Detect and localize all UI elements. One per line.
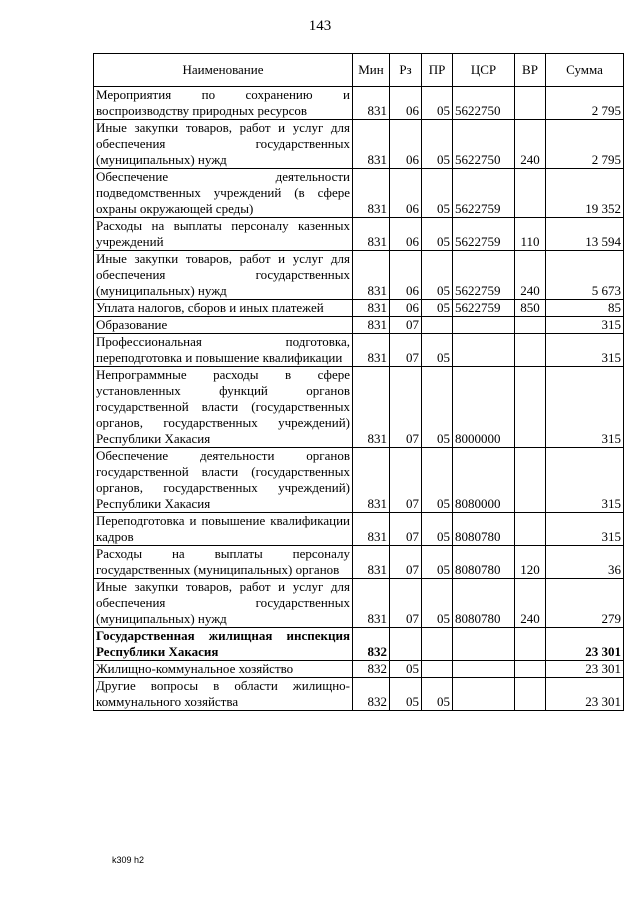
row-csr-cell: 8000000: [453, 367, 515, 448]
row-vr-cell: 850: [515, 300, 546, 317]
table-row: [94, 661, 624, 678]
row-pr-cell: [422, 317, 453, 334]
row-rz-cell: 06: [390, 87, 422, 120]
row-pr-cell: 05: [422, 334, 453, 367]
header-vr: ВР: [515, 54, 546, 87]
table-header-row: [94, 54, 624, 87]
footer-code: k309 h2: [112, 855, 145, 865]
row-vr-cell: 120: [515, 546, 546, 579]
row-vr-cell: [515, 448, 546, 513]
row-min-cell: 831: [353, 513, 390, 546]
row-csr-cell: 8080780: [453, 579, 515, 628]
row-pr-cell: 05: [422, 678, 453, 711]
row-csr-cell: 5622759: [453, 218, 515, 251]
row-sum-cell: 315: [546, 513, 624, 546]
row-min-cell: 831: [353, 546, 390, 579]
table-body: [94, 87, 624, 711]
row-csr-cell: 5622759: [453, 300, 515, 317]
row-csr-cell: [453, 334, 515, 367]
table-row: [94, 120, 624, 169]
row-pr-cell: [422, 628, 453, 661]
row-sum-cell: 279: [546, 579, 624, 628]
row-min-cell: 832: [353, 628, 390, 661]
row-rz-cell: 07: [390, 579, 422, 628]
row-sum-cell: 5 673: [546, 251, 624, 300]
row-min-cell: 832: [353, 678, 390, 711]
row-sum-cell: 19 352: [546, 169, 624, 218]
table-row: [94, 579, 624, 628]
row-name-cell: Расходы на выплаты персоналу казенных учреждений: [94, 218, 353, 251]
row-min-cell: 831: [353, 87, 390, 120]
row-name-cell: Государственная жилищная инспекция Республики Хакасия: [94, 628, 353, 661]
row-sum-cell: 13 594: [546, 218, 624, 251]
row-sum-cell: 2 795: [546, 120, 624, 169]
row-name-cell: Другие вопросы в области жилищно-коммунального хозяйства: [94, 678, 353, 711]
row-min-cell: 831: [353, 334, 390, 367]
row-min-cell: 831: [353, 120, 390, 169]
row-min-cell: 831: [353, 367, 390, 448]
row-sum-cell: 36: [546, 546, 624, 579]
header-pr: ПР: [422, 54, 453, 87]
row-sum-cell: 315: [546, 317, 624, 334]
row-pr-cell: 05: [422, 367, 453, 448]
row-pr-cell: 05: [422, 87, 453, 120]
row-min-cell: 831: [353, 579, 390, 628]
row-csr-cell: 5622759: [453, 251, 515, 300]
row-vr-cell: 240: [515, 120, 546, 169]
row-rz-cell: 07: [390, 513, 422, 546]
row-min-cell: 831: [353, 169, 390, 218]
row-sum-cell: 315: [546, 448, 624, 513]
row-rz-cell: [390, 628, 422, 661]
row-csr-cell: 5622750: [453, 120, 515, 169]
table-row: [94, 317, 624, 334]
row-min-cell: 831: [353, 317, 390, 334]
table-row: [94, 513, 624, 546]
row-csr-cell: 5622750: [453, 87, 515, 120]
row-pr-cell: 05: [422, 448, 453, 513]
row-min-cell: 831: [353, 448, 390, 513]
table-row: [94, 169, 624, 218]
row-pr-cell: 05: [422, 300, 453, 317]
table-row: [94, 448, 624, 513]
row-name-cell: Мероприятия по сохранению и воспроизводству природных ресурсов: [94, 87, 353, 120]
row-csr-cell: [453, 678, 515, 711]
row-pr-cell: 05: [422, 218, 453, 251]
row-sum-cell: 23 301: [546, 678, 624, 711]
row-vr-cell: [515, 513, 546, 546]
row-pr-cell: 05: [422, 546, 453, 579]
row-vr-cell: [515, 317, 546, 334]
row-name-cell: Уплата налогов, сборов и иных платежей: [94, 300, 353, 317]
row-pr-cell: 05: [422, 251, 453, 300]
table-row: [94, 628, 624, 661]
budget-table: [93, 53, 624, 711]
table-row: [94, 367, 624, 448]
row-name-cell: Расходы на выплаты персоналу государственных (муниципальных) органов: [94, 546, 353, 579]
row-rz-cell: 07: [390, 334, 422, 367]
row-rz-cell: 06: [390, 251, 422, 300]
row-min-cell: 832: [353, 661, 390, 678]
row-csr-cell: [453, 661, 515, 678]
row-name-cell: Иные закупки товаров, работ и услуг для обеспечения государственных (муниципальных) нужд: [94, 120, 353, 169]
row-pr-cell: 05: [422, 579, 453, 628]
row-rz-cell: 06: [390, 218, 422, 251]
row-pr-cell: [422, 661, 453, 678]
row-rz-cell: 06: [390, 169, 422, 218]
row-min-cell: 831: [353, 300, 390, 317]
row-rz-cell: 06: [390, 120, 422, 169]
row-csr-cell: 5622759: [453, 169, 515, 218]
header-min: Мин: [353, 54, 390, 87]
row-min-cell: 831: [353, 251, 390, 300]
header-sum: Сумма: [546, 54, 624, 87]
row-vr-cell: [515, 169, 546, 218]
row-sum-cell: 315: [546, 367, 624, 448]
row-pr-cell: 05: [422, 169, 453, 218]
row-sum-cell: 23 301: [546, 661, 624, 678]
table-row: [94, 218, 624, 251]
row-rz-cell: 07: [390, 448, 422, 513]
header-rz: Рз: [390, 54, 422, 87]
row-vr-cell: 240: [515, 251, 546, 300]
row-vr-cell: [515, 87, 546, 120]
row-name-cell: Переподготовка и повышение квалификации кадров: [94, 513, 353, 546]
row-pr-cell: 05: [422, 120, 453, 169]
row-vr-cell: 240: [515, 579, 546, 628]
row-rz-cell: 07: [390, 367, 422, 448]
row-min-cell: 831: [353, 218, 390, 251]
table-row: [94, 678, 624, 711]
row-sum-cell: 85: [546, 300, 624, 317]
row-vr-cell: [515, 678, 546, 711]
row-vr-cell: [515, 334, 546, 367]
row-vr-cell: 110: [515, 218, 546, 251]
row-rz-cell: 07: [390, 317, 422, 334]
row-vr-cell: [515, 367, 546, 448]
row-name-cell: Обеспечение деятельности органов государственной власти (государственных органов, государственных учреждений) Республики Хакасия: [94, 448, 353, 513]
row-vr-cell: [515, 628, 546, 661]
header-name: Наименование: [94, 54, 353, 87]
row-name-cell: Образование: [94, 317, 353, 334]
row-csr-cell: [453, 628, 515, 661]
row-csr-cell: [453, 317, 515, 334]
row-csr-cell: 8080000: [453, 448, 515, 513]
row-name-cell: Иные закупки товаров, работ и услуг для обеспечения государственных (муниципальных) нужд: [94, 251, 353, 300]
row-name-cell: Профессиональная подготовка, переподготовка и повышение квалификации: [94, 334, 353, 367]
row-csr-cell: 8080780: [453, 513, 515, 546]
row-name-cell: Иные закупки товаров, работ и услуг для обеспечения государственных (муниципальных) нужд: [94, 579, 353, 628]
row-name-cell: Непрограммные расходы в сфере установленных функций органов государственной власти (государственных органов, государственных учреждений) Республики Хакасия: [94, 367, 353, 448]
header-csr: ЦСР: [453, 54, 515, 87]
table-row: [94, 546, 624, 579]
row-rz-cell: 06: [390, 300, 422, 317]
row-rz-cell: 07: [390, 546, 422, 579]
row-vr-cell: [515, 661, 546, 678]
row-sum-cell: 315: [546, 334, 624, 367]
table-row: [94, 87, 624, 120]
row-sum-cell: 2 795: [546, 87, 624, 120]
row-name-cell: Обеспечение деятельности подведомственных учреждений (в сфере охраны окружающей среды): [94, 169, 353, 218]
table-row: [94, 251, 624, 300]
row-pr-cell: 05: [422, 513, 453, 546]
row-sum-cell: 23 301: [546, 628, 624, 661]
row-name-cell: Жилищно-коммунальное хозяйство: [94, 661, 353, 678]
row-rz-cell: 05: [390, 678, 422, 711]
page-number: 143: [308, 18, 332, 34]
table-row: [94, 300, 624, 317]
row-rz-cell: 05: [390, 661, 422, 678]
table-row: [94, 334, 624, 367]
row-csr-cell: 8080780: [453, 546, 515, 579]
